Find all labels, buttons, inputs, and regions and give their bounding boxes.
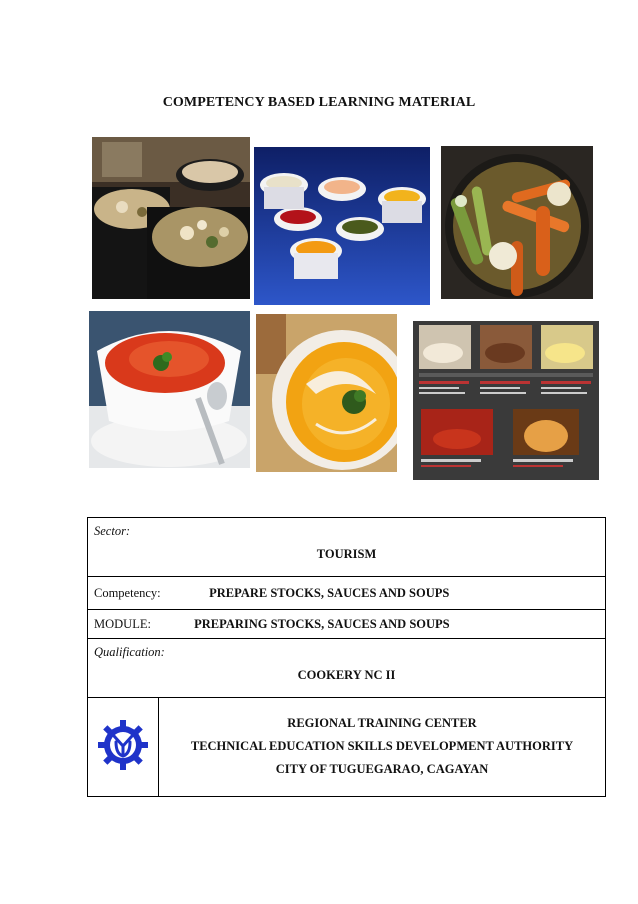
stock-pots-photo [92,137,250,299]
tesda-logo-icon [96,718,150,772]
competency-value: PREPARE STOCKS, SAUCES AND SOUPS [209,585,450,600]
pumpkin-soup-photo [256,314,397,472]
module-label: MODULE: [94,616,151,631]
vegetable-stock-photo [441,146,593,299]
sauce-ramekins-photo [254,147,430,305]
tomato-soup-photo [89,311,250,468]
sector-label: Sector: [94,524,131,538]
footer-line-authority: TECHNICAL EDUCATION SKILLS DEVELOPMENT AUTHORITY [190,739,574,753]
mother-sauces-chart-photo [413,321,599,480]
module-row [88,610,606,639]
qualification-label: Qualification: [94,645,165,659]
competency-label: Competency: [94,585,161,600]
sector-value: TOURISM [316,547,377,561]
sector-row [88,518,606,577]
document-title: COMPETENCY BASED LEARNING MATERIAL [162,95,476,110]
module-value: PREPARING STOCKS, SAUCES AND SOUPS [194,616,450,631]
module-info-table [87,517,606,797]
footer-line-city: CITY OF TUGUEGARAO, CAGAYAN [275,762,489,776]
logo-cell [88,698,159,797]
qualification-value: COOKERY NC II [297,668,396,682]
footer-line-training-center: REGIONAL TRAINING CENTER [287,716,477,730]
competency-row [88,577,606,610]
footer-row [88,698,606,797]
qualification-row [88,639,606,698]
footer-text-cell [159,698,606,797]
